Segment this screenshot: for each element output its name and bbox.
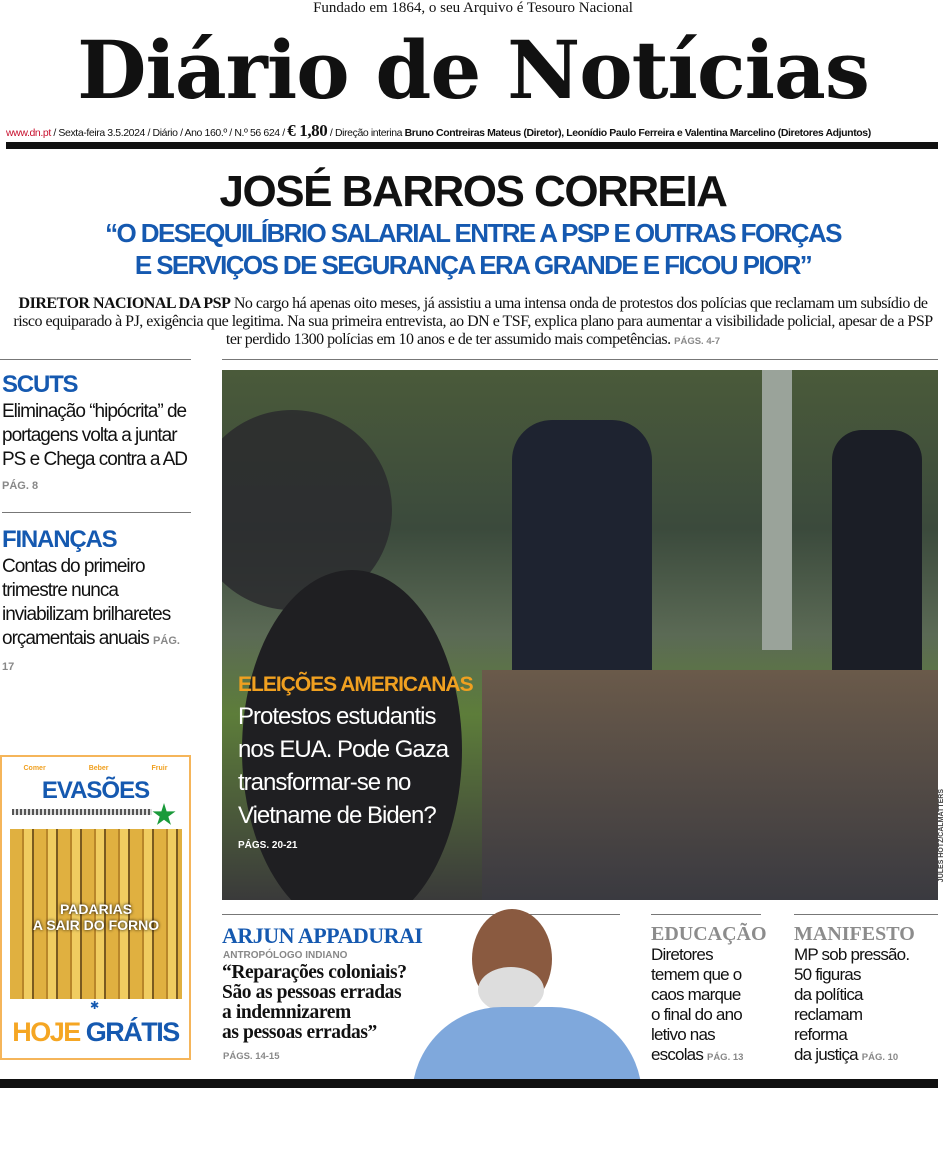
price: € 1,80 — [287, 121, 328, 140]
evasoes-headline — [10, 901, 182, 933]
asterisk-icon: ✱ — [90, 1000, 100, 1012]
divider — [651, 914, 761, 915]
seated-protesters — [482, 670, 938, 900]
intro-label: DIRETOR NACIONAL DA PSP — [18, 295, 231, 312]
portrait-shirt — [412, 1007, 642, 1079]
story-line: 50 figuras — [794, 965, 861, 984]
headline-line: A SAIR DO FORNO — [32, 917, 160, 933]
financas-story[interactable] — [2, 555, 191, 679]
footer-bar — [0, 1079, 938, 1088]
evasoes-logo: EVASÕES — [41, 777, 150, 804]
story-line: MP sob pressão. — [794, 945, 910, 964]
story-line: o final do ano — [651, 1005, 742, 1024]
interview-name[interactable]: ARJUN APPADURAI — [222, 923, 423, 948]
story-line: escolas — [651, 1045, 704, 1064]
headline-line: Protestos estudantis — [238, 703, 436, 730]
evasoes-categories — [2, 765, 189, 772]
photo-credit: JULES HOTZ/CALMATTERS — [938, 789, 945, 883]
protest-photo[interactable] — [222, 370, 938, 900]
photo-story[interactable] — [238, 670, 498, 851]
manifesto-block[interactable] — [794, 923, 938, 1068]
lead-headline-line1[interactable]: “O DESEQUILÍBRIO SALARIAL ENTRE A PSP E OUTRAS FORÇAS — [105, 218, 841, 248]
story-line: inviabilizam brilharetes — [2, 604, 171, 625]
evasoes-supplement-promo[interactable] — [0, 755, 191, 1060]
info-line — [6, 121, 940, 140]
story-line: Diretores — [651, 945, 713, 964]
story-line: orçamentais anuais — [2, 628, 149, 649]
story-pages: PÁG. 17 — [2, 635, 180, 673]
story-line: trimestre nunca — [2, 580, 118, 601]
story-line: da política — [794, 985, 863, 1004]
story-pages: PÁG. 8 — [2, 480, 39, 492]
story-line: Contas do primeiro — [2, 556, 145, 577]
quote-line: “Reparações coloniais? — [222, 962, 407, 983]
main-content — [0, 359, 946, 1079]
quote-line: as pessoas erradas” — [222, 1022, 377, 1043]
section-financas: FINANÇAS — [2, 526, 117, 553]
intro-text: No cargo há apenas oito meses, já assistiu a uma intensa onda de protestos dos polícias que reclamam um subsídio de risco equiparado à PJ, exigência que legitima. Na sua primeira entrevista, ao DN e TSF, explica plano para aumentar a visibilidade policial, apesar de a PSP ter perdido 1300 polícias em 10 anos e de ter assumido mais competências. — [13, 295, 933, 348]
tagline: Fundado em 1864, o seu Arquivo é Tesouro Nacional — [313, 0, 633, 16]
quote-line: São as pessoas erradas — [222, 982, 402, 1003]
lead-intro — [6, 295, 940, 351]
site-link[interactable]: www.dn.pt — [6, 127, 51, 139]
promo-gratis: GRÁTIS — [85, 1017, 179, 1047]
quote-line: a indemnizarem — [222, 1002, 351, 1023]
lead-kicker[interactable]: JOSÉ BARROS CORREIA — [219, 167, 727, 216]
divider — [222, 359, 938, 360]
promo-text — [2, 1015, 189, 1049]
story-line: Eliminação “hipócrita” — [2, 401, 163, 422]
left-column — [2, 370, 191, 679]
photo-story-section: ELEIÇÕES AMERICANAS — [238, 673, 473, 696]
headline-line: PADARIAS — [59, 901, 133, 917]
divider — [794, 914, 938, 915]
story-line: a juntar PS e Chega — [2, 425, 177, 470]
photo-story-pages: PÁGS. 20-21 — [238, 840, 298, 851]
front-page-header — [0, 0, 946, 351]
story-line: da justiça — [794, 1045, 858, 1064]
promo-hoje: HOJE — [12, 1017, 80, 1047]
intro-pages: PÁGS. 4-7 — [674, 336, 721, 347]
barcode-strip — [12, 809, 152, 815]
story-pages: PÁG. 13 — [706, 1052, 744, 1063]
interview-pages: PÁGS. 14-15 — [223, 1051, 280, 1062]
headline-line: nos EUA. Pode Gaza — [238, 736, 449, 763]
lead-headline-line2[interactable]: E SERVIÇOS DE SEGURANÇA ERA GRANDE E FICOU PIOR” — [134, 250, 812, 280]
story-line: de portagens volta — [2, 401, 187, 446]
direction-names: Bruno Contreiras Mateus (Diretor), Leonídio Paulo Ferreira e Valentina Marcelino (Diretores Adjuntos) — [404, 127, 871, 139]
category-beber: Beber — [88, 765, 109, 772]
story-line: letivo nas — [651, 1025, 715, 1044]
edition-date: / Sexta-feira 3.5.2024 / Diário / Ano 160.º / N.º 56 624 / — [53, 127, 285, 139]
manifesto-story — [794, 945, 938, 1068]
masthead-logo[interactable] — [6, 16, 940, 124]
story-line: reclamam — [794, 1005, 863, 1024]
educacao-story — [651, 945, 789, 1068]
direction-label: / Direção interina — [329, 127, 403, 139]
section-educacao: EDUCAÇÃO — [651, 923, 767, 945]
photo-story-headline — [238, 700, 498, 832]
header-divider — [6, 142, 938, 149]
tree-trunk — [762, 370, 792, 650]
interview-role: ANTROPÓLOGO INDIANO — [223, 950, 348, 961]
section-manifesto: MANIFESTO — [794, 923, 915, 945]
appadurai-portrait — [412, 907, 642, 1079]
section-scuts: SCUTS — [2, 371, 78, 398]
masthead-text: Diário de Notícias — [77, 23, 869, 117]
story-line: contra a AD — [98, 449, 188, 470]
story-line: temem que o — [651, 965, 742, 984]
headline-line: transformar-se no — [238, 769, 411, 796]
story-pages: PÁG. 10 — [861, 1052, 899, 1063]
category-fruir: Fruir — [151, 765, 168, 772]
divider — [2, 512, 191, 513]
educacao-block[interactable] — [651, 923, 789, 1068]
divider — [0, 359, 191, 360]
police-officer — [832, 430, 922, 690]
story-line: reforma — [794, 1025, 847, 1044]
category-comer: Comer — [23, 765, 46, 772]
scuts-story[interactable] — [2, 400, 191, 498]
story-line: caos marque — [651, 985, 741, 1004]
interview-quote[interactable] — [222, 963, 407, 1043]
star-badge-icon — [152, 803, 176, 827]
headline-line: Vietname de Biden? — [238, 802, 436, 829]
